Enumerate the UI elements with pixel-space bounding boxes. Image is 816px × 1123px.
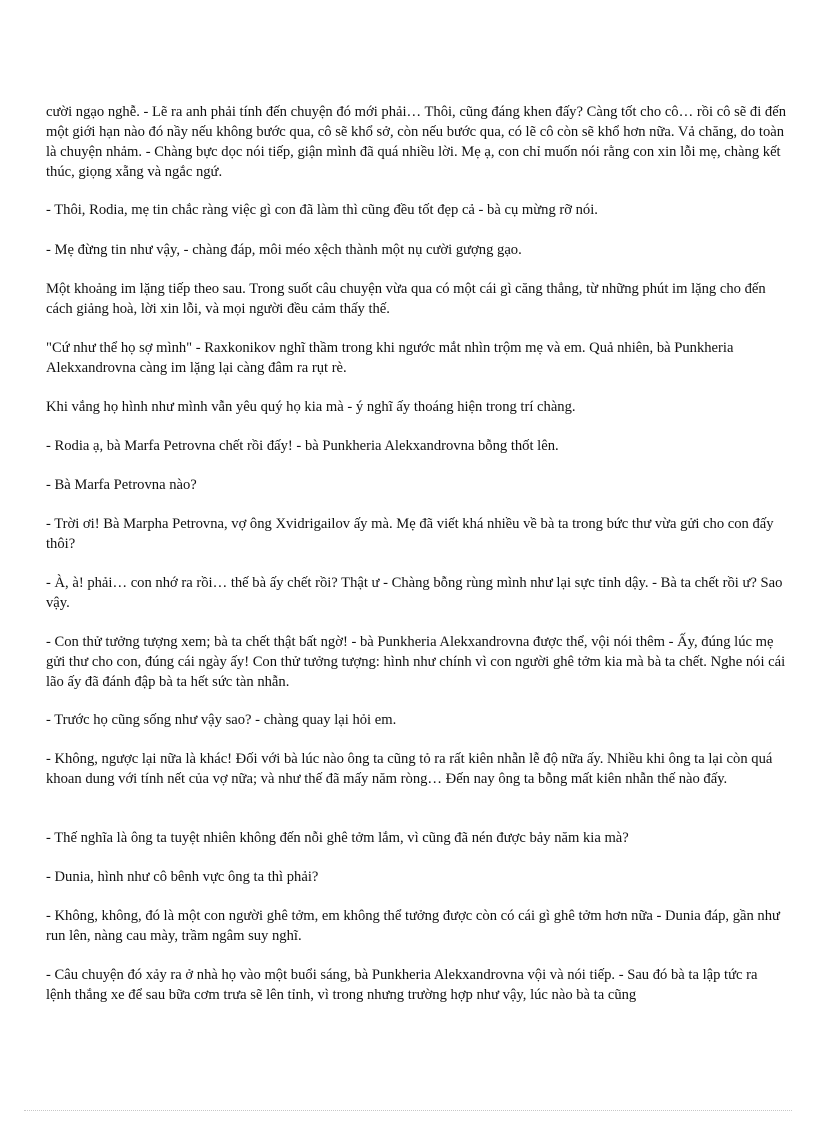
page-bottom-divider: [24, 1110, 792, 1111]
paragraph: - Dunia, hình như cô bênh vực ông ta thì phải?: [46, 869, 319, 885]
paragraph: - À, à! phải… con nhớ ra rồi… thế bà ấy chết rồi? Thật ư - Chàng bỗng rùng mình như lại sực tỉnh dậy. - Bà ta chết rồi ư? Sao vậy.: [46, 575, 783, 611]
paragraph: - Thế nghĩa là ông ta tuyệt nhiên không đến nỗi ghê tởm lắm, vì cũng đã nén được bảy năm kia mà?: [46, 830, 629, 846]
paragraph: cười ngạo nghễ. - Lẽ ra anh phải tính đến chuyện đó mới phải… Thôi, cũng đáng khen đấy? Càng tốt cho cô… rồi cô sẽ đi đến một giới hạn nào đó nầy nếu không bước qua, cô sẽ khổ sở, còn nếu bước qua, có lẽ cô còn sẽ khổ hơn nữa. Vả chăng, do toàn là chuyện nhảm. - Chàng bực dọc nói tiếp, giận mình đã quá nhiều lời. Mẹ ạ, con chỉ muốn nói rằng con xin lỗi mẹ, chàng kết thúc, giọng xẵng và ngắc ngứ.: [46, 104, 787, 180]
paragraph: "Cứ như thể họ sợ mình" - Raxkonikov nghĩ thầm trong khi ngước mắt nhìn trộm mẹ và em. Quả nhiên, bà Punkheria Alekxandrovna càng im lặng lại càng đâm ra rụt rè.: [46, 340, 734, 376]
paragraph: - Câu chuyện đó xảy ra ở nhà họ vào một buổi sáng, bà Punkheria Alekxandrovna vội và nói tiếp. - Sau đó bà ta lập tức ra lệnh thắng xe để sau bữa cơm trưa sẽ lên tỉnh, vì trong nhưng trường hợp như vậy, lúc nào bà ta cũng: [46, 967, 758, 1003]
paragraph: - Không, ngược lại nữa là khác! Đối với bà lúc nào ông ta cũng tỏ ra rất kiên nhẫn lễ độ nữa ấy. Nhiều khi ông ta lại còn quá khoan dung với tính nết của vợ nữa; và như thế đã mấy năm ròng… Đến nay ông ta bỗng mất kiên nhẫn thế nào đấy.: [46, 751, 773, 787]
paragraph: - Trời ơi! Bà Marpha Petrovna, vợ ông Xvidrigailov ấy mà. Mẹ đã viết khá nhiều về bà ta trong bức thư vừa gửi cho con đấy thôi?: [46, 516, 774, 552]
paragraph: - Con thử tưởng tượng xem; bà ta chết thật bất ngờ! - bà Punkheria Alekxandrovna được thể, vội nói thêm - Ấy, đúng lúc mẹ gửi thư cho con, đúng cái ngày ấy! Con thử tưởng tượng: hình như chính vì con người ghê tởm kia mà bà ta chết. Nghe nói cái lão ấy đã đánh đập bà ta hết sức tàn nhẫn.: [46, 634, 786, 690]
paragraph: - Trước họ cũng sống như vậy sao? - chàng quay lại hỏi em.: [46, 712, 397, 728]
paragraph: - Không, không, đó là một con người ghê tởm, em không thể tưởng được còn có cái gì ghê tởm hơn nữa - Dunia đáp, gần như run lên, nàng cau mày, trầm ngâm suy nghĩ.: [46, 908, 780, 944]
paragraph: Một khoảng im lặng tiếp theo sau. Trong suốt câu chuyện vừa qua có một cái gì căng thẳng, từ những phút im lặng cho đến cách giảng hoà, lời xin lỗi, và mọi người đều cảm thấy thế.: [46, 281, 766, 317]
paragraph: Khi vắng họ hình như mình vẫn yêu quý họ kia mà - ý nghĩ ấy thoáng hiện trong trí chàng.: [46, 399, 576, 415]
paragraph: - Bà Marfa Petrovna nào?: [46, 477, 197, 493]
paragraph: - Mẹ đừng tin như vậy, - chàng đáp, môi méo xệch thành một nụ cười gượng gạo.: [46, 242, 522, 258]
paragraph: - Thôi, Rodia, mẹ tin chắc ràng việc gì con đã làm thì cũng đều tốt đẹp cả - bà cụ mừng rỡ nói.: [46, 202, 598, 218]
paragraph: - Rodia ạ, bà Marfa Petrovna chết rồi đấy! - bà Punkheria Alekxandrovna bỗng thốt lên.: [46, 438, 559, 454]
